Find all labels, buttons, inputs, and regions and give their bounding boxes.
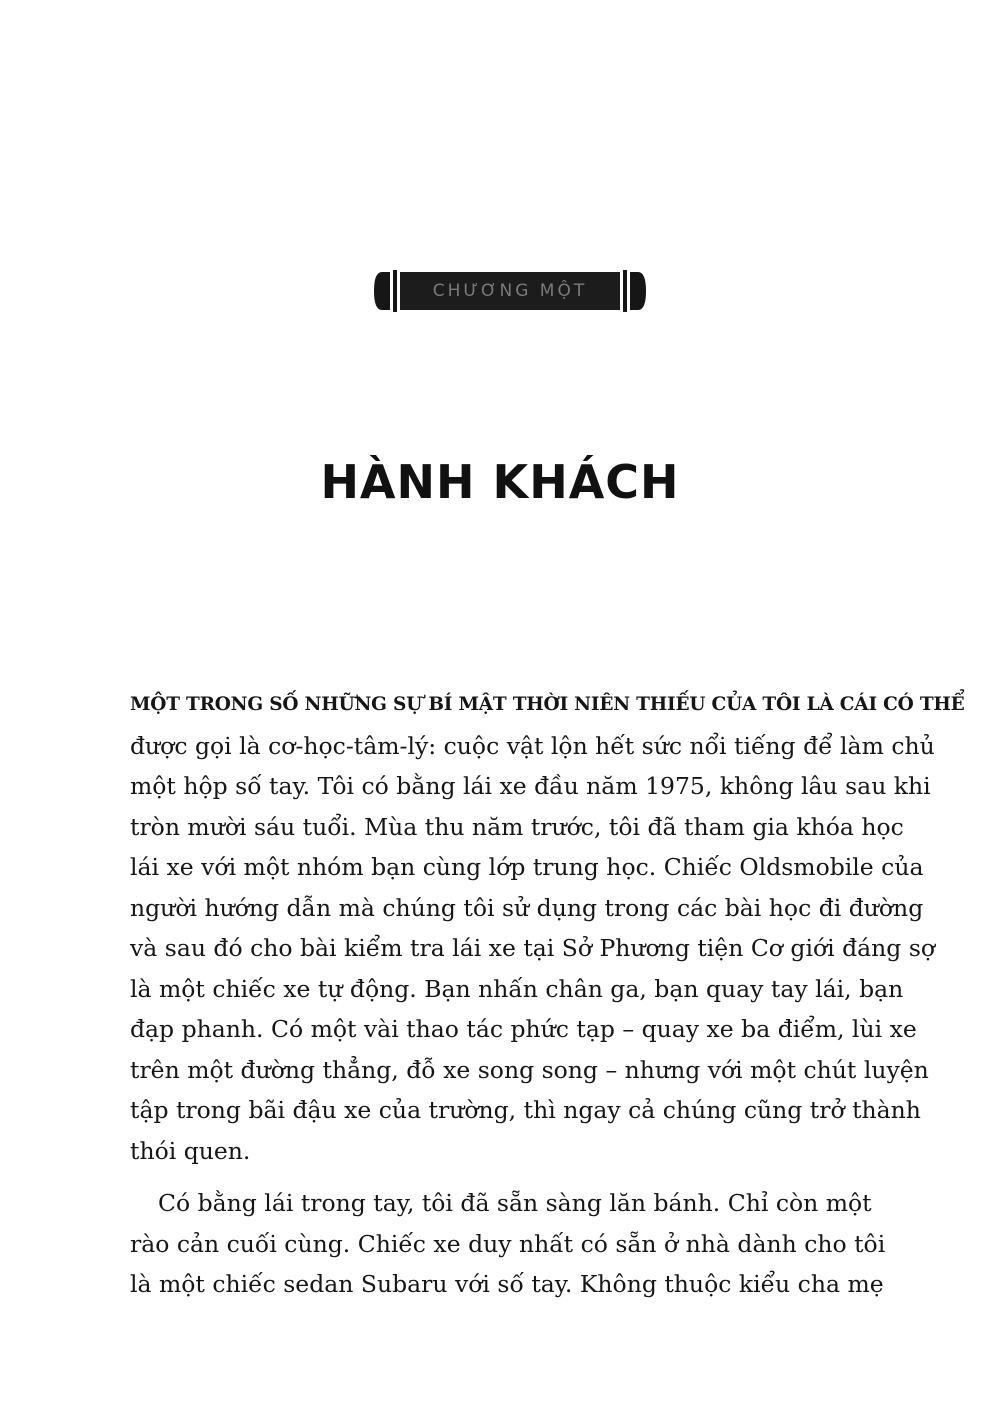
text-line: Có bằng lái trong tay, tôi đã sẵn sàng lăn bánh. Chỉ còn một bbox=[158, 1189, 872, 1217]
text-line: tròn mười sáu tuổi. Mùa thu năm trước, tôi đã tham gia khóa học bbox=[130, 812, 904, 841]
paragraph-lead-line: MỘT TRONG SỐ NHỮNG SỰ BÍ MẬT THỜI NIÊN THIẾU CỦA TÔI LÀ CÁI CÓ THỂ bbox=[130, 694, 965, 715]
text-line: là một chiếc xe tự động. Bạn nhấn chân ga, bạn quay tay lái, bạn bbox=[130, 974, 904, 1003]
paragraph-1 bbox=[130, 685, 965, 1171]
text-line: lái xe với một nhóm bạn cùng lớp trung học. Chiếc Oldsmobile của bbox=[130, 853, 924, 881]
text-line: một hộp số tay. Tôi có bằng lái xe đầu năm 1975, không lâu sau khi bbox=[130, 772, 931, 800]
chapter-label: CHƯƠNG MỘT bbox=[432, 281, 588, 301]
chapter-title: HÀNH KHÁCH bbox=[320, 455, 680, 509]
text-line: rào cản cuối cùng. Chiếc xe duy nhất có sẵn ở nhà dành cho tôi bbox=[130, 1229, 886, 1258]
text-line: trên một đường thẳng, đỗ xe song song – nhưng với một chút luyện bbox=[130, 1055, 929, 1084]
text-line: tập trong bãi đậu xe của trường, thì ngay cả chúng cũng trở thành bbox=[130, 1096, 921, 1124]
chapter-banner bbox=[372, 266, 648, 316]
paragraph-gap bbox=[130, 1171, 900, 1183]
text-line: thói quen. bbox=[130, 1136, 251, 1165]
text-line: là một chiếc sedan Subaru với số tay. Không thuộc kiểu cha mẹ bbox=[130, 1270, 884, 1298]
text-line: người hướng dẫn mà chúng tôi sử dụng trong các bài học đi đường bbox=[130, 893, 924, 922]
body-text bbox=[130, 685, 965, 1305]
text-line: được gọi là cơ-học-tâm-lý: cuộc vật lộn hết sức nổi tiếng để làm chủ bbox=[130, 731, 935, 760]
text-line: và sau đó cho bài kiểm tra lái xe tại Sở Phương tiện Cơ giới đáng sợ bbox=[130, 934, 936, 962]
text-line: đạp phanh. Có một vài thao tác phức tạp – quay xe ba điểm, lùi xe bbox=[130, 1015, 917, 1043]
paragraph-2 bbox=[130, 1183, 900, 1305]
